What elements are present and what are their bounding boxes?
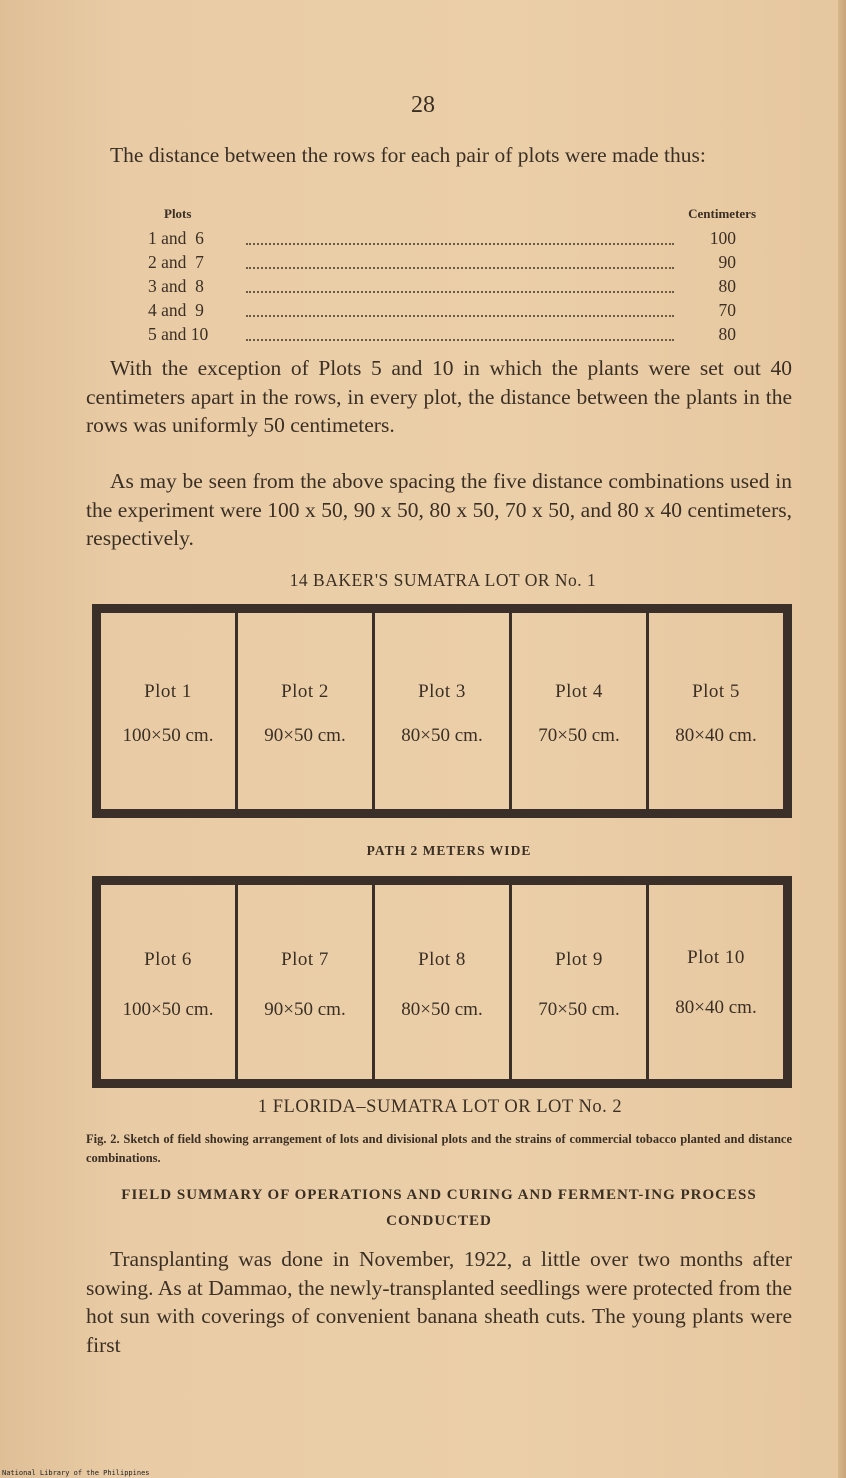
- plot-cell: [649, 613, 783, 809]
- row-centimeters: 70: [718, 300, 736, 320]
- table-row: [146, 324, 758, 348]
- plot-dimension: 80×50 cm.: [401, 999, 483, 1020]
- row-centimeters: 80: [718, 276, 736, 296]
- plot-cell: [238, 613, 375, 809]
- lot2-field: [92, 876, 792, 1088]
- plot-name: Plot 8: [418, 949, 466, 970]
- plot-cell: [101, 613, 238, 809]
- plot-cell: [512, 613, 649, 809]
- section-heading: FIELD SUMMARY OF OPERATIONS AND CURING AND FERMENT-ING PROCESS CONDUCTED: [121, 1187, 757, 1229]
- row-plots: 1 and 6: [148, 228, 204, 248]
- plot-dimension: 80×40 cm.: [675, 725, 757, 746]
- row-plots: 3 and 8: [148, 276, 204, 296]
- row-plots: 4 and 9: [148, 300, 204, 320]
- leader-dots: [246, 267, 674, 269]
- plot-cell: [101, 885, 238, 1079]
- leader-dots: [246, 243, 674, 245]
- lot1-field: [92, 604, 792, 818]
- plot-name: Plot 9: [555, 949, 603, 970]
- plot-dimension: 100×50 cm.: [122, 725, 214, 746]
- plot-cell: [238, 885, 375, 1079]
- plot-name: Plot 4: [555, 681, 603, 702]
- leader-dots: [246, 315, 674, 317]
- plot-cell: [375, 885, 512, 1079]
- plot-name: Plot 3: [418, 681, 466, 702]
- leader-dots: [246, 291, 674, 293]
- plot-dimension: 100×50 cm.: [122, 999, 214, 1020]
- lot1-label: 14 BAKER'S SUMATRA LOT OR No. 1: [289, 570, 597, 590]
- row-plots: 2 and 7: [148, 252, 204, 272]
- plot-cell: [375, 613, 512, 809]
- plots-header: Plots: [164, 206, 192, 221]
- centimeters-header: Centimeters: [688, 206, 756, 221]
- table-row: [146, 252, 758, 276]
- table-row: [146, 276, 758, 300]
- plot-dimension: 80×40 cm.: [675, 997, 757, 1018]
- intro-paragraph: The distance between the rows for each pair of plots were made thus:: [110, 143, 706, 167]
- plot-name: Plot 5: [692, 681, 740, 702]
- row-centimeters: 100: [709, 228, 736, 248]
- plot-dimension: 70×50 cm.: [538, 999, 620, 1020]
- row-centimeters: 90: [718, 252, 736, 272]
- plot-dimension: 90×50 cm.: [264, 725, 346, 746]
- path-label: PATH 2 METERS WIDE: [366, 843, 532, 858]
- table-row: [146, 228, 758, 252]
- library-footer: National Library of the Philippines: [2, 1469, 150, 1477]
- plot-dimension: 90×50 cm.: [264, 999, 346, 1020]
- row-centimeters: 80: [718, 324, 736, 344]
- page-edge: [838, 0, 846, 1478]
- plot-name: Plot 1: [144, 681, 192, 702]
- spacing-paragraph: With the exception of Plots 5 and 10 in which the plants were set out 40 centimeters apart in the rows, in every plot, the distance between the plants in the rows was uniformly 50 centimeters.: [86, 356, 792, 437]
- leader-dots: [246, 339, 674, 341]
- figure-caption: Fig. 2. Sketch of field showing arrangement of lots and divisional plots and the strains of commercial tobacco planted and distance combinations.: [86, 1132, 792, 1165]
- row-plots: 5 and 10: [148, 324, 209, 344]
- plot-name: Plot 10: [687, 947, 745, 968]
- plot-cell: [512, 885, 649, 1079]
- transplanting-paragraph: Transplanting was done in November, 1922, a little over two months after sowing. As at Dammao, the newly-transplanted seedlings were protected from the hot sun with coverings of convenient banana sheath cuts. The young plants were first: [86, 1247, 792, 1357]
- plot-name: Plot 2: [281, 681, 329, 702]
- lot2-label: 1 FLORIDA–SUMATRA LOT OR LOT No. 2: [257, 1097, 623, 1117]
- table-row: [146, 300, 758, 324]
- combinations-paragraph: As may be seen from the above spacing the five distance combinations used in the experiment were 100 x 50, 90 x 50, 80 x 50, 70 x 50, and 80 x 40 centimeters, respectively.: [86, 469, 792, 550]
- page-number: 28: [411, 92, 435, 118]
- plot-dimension: 80×50 cm.: [401, 725, 483, 746]
- plot-name: Plot 7: [281, 949, 329, 970]
- plot-name: Plot 6: [144, 949, 192, 970]
- plot-dimension: 70×50 cm.: [538, 725, 620, 746]
- plot-cell: [649, 885, 783, 1079]
